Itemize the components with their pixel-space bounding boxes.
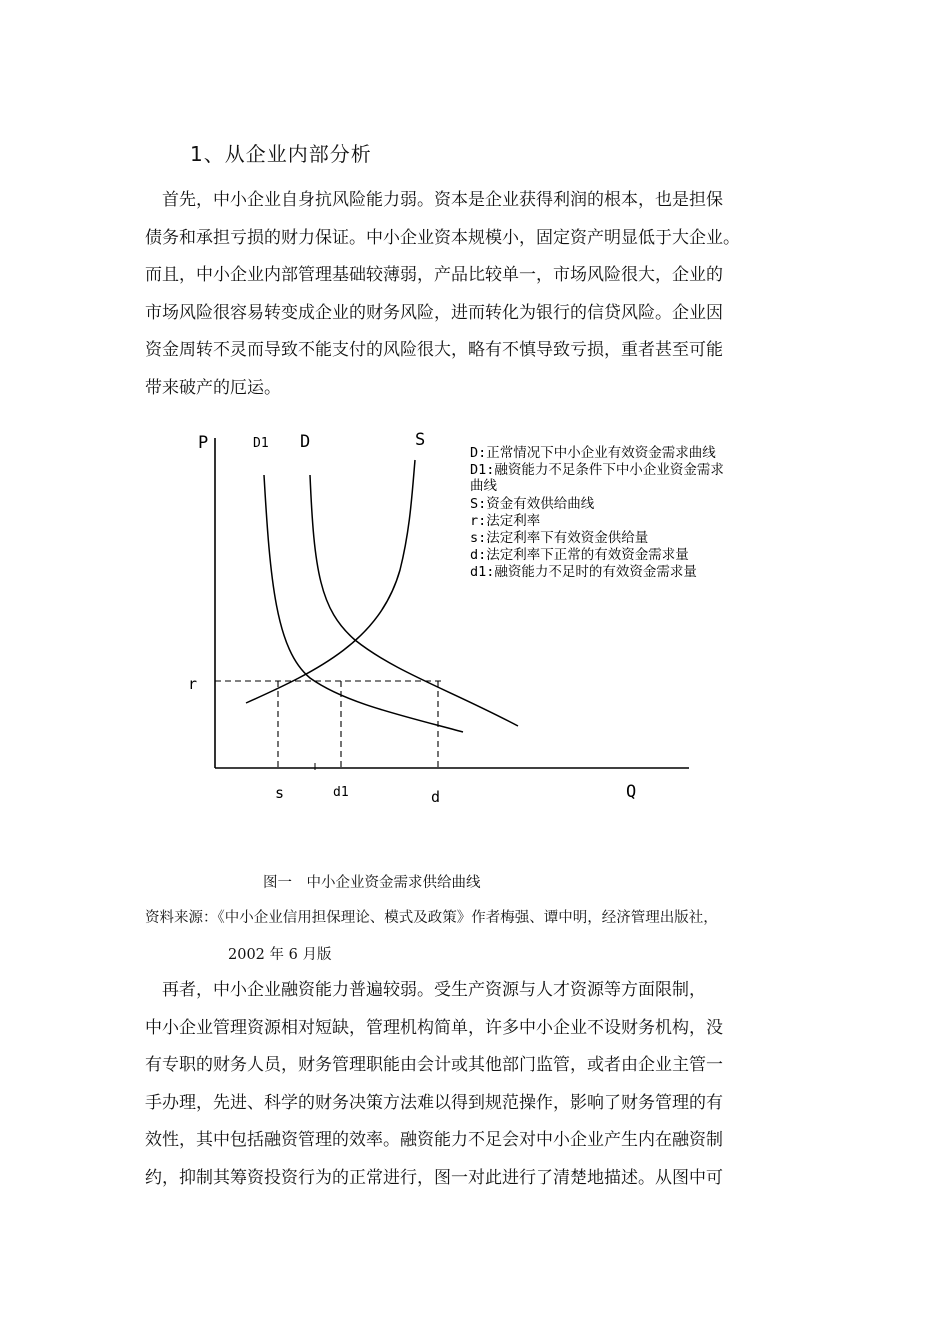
figure-source-date: 2002 年 6 月版	[228, 947, 332, 963]
legend-entry: d:法定利率下正常的有效资金需求量	[470, 547, 689, 563]
legend-entry: D:正常情况下中小企业有效资金需求曲线	[470, 445, 716, 461]
y-axis-label: P	[198, 433, 209, 453]
rate-label: r	[188, 675, 198, 693]
curve-d1	[264, 475, 463, 732]
curve-d-label: D	[300, 432, 311, 452]
text-line: 带来破产的厄运。	[145, 377, 281, 398]
text-line: 市场风险很容易转变成企业的财务风险，进而转化为银行的信贷风险。企业因	[145, 302, 723, 323]
text-line: 债务和承担亏损的财力保证。中小企业资本规模小，固定资产明显低于大企业。	[145, 227, 740, 248]
text-line: 首先，中小企业自身抗风险能力弱。资本是企业获得利润的根本，也是担保	[145, 190, 723, 210]
supply-demand-figure	[180, 420, 800, 820]
tick-label-d1: d1	[333, 785, 349, 800]
legend-entry: r:法定利率	[470, 513, 541, 529]
text-line: 而且，中小企业内部管理基础较薄弱，产品比较单一，市场风险很大，企业的	[145, 265, 723, 286]
tick-label-d: d	[431, 788, 441, 806]
legend-entry: S:资金有效供给曲线	[470, 496, 595, 512]
legend-entry: s:法定利率下有效资金供给量	[470, 530, 649, 546]
curve-d1-label: D1	[253, 436, 269, 451]
curve-s	[246, 460, 415, 703]
tick-label-s: s	[275, 784, 285, 802]
text-line: 有专职的财务人员，财务管理职能由会计或其他部门监管，或者由企业主管一	[145, 1055, 723, 1076]
legend-entry: d1:融资能力不足时的有效资金需求量	[470, 564, 697, 580]
section-heading: 1、从企业内部分析	[190, 142, 372, 166]
legend-entry: 曲线	[470, 478, 497, 494]
text-line: 约，抑制其筹资投资行为的正常进行，图一对此进行了清楚地描述。从图中可	[145, 1167, 723, 1188]
figure-source: 资料来源：《中小企业信用担保理论、模式及政策》作者梅强、谭中明，经济管理出版社，	[145, 910, 718, 926]
text-line: 资金周转不灵而导致不能支付的风险很大，略有不慎导致亏损，重者甚至可能	[145, 340, 723, 361]
curve-s-label: S	[415, 430, 426, 450]
text-line: 中小企业管理资源相对短缺，管理机构简单，许多中小企业不设财务机构，没	[145, 1017, 723, 1038]
text-line: 效性，其中包括融资管理的效率。融资能力不足会对中小企业产生内在融资制	[145, 1130, 723, 1151]
legend-entry: D1:融资能力不足条件下中小企业资金需求	[470, 462, 724, 478]
text-line: 手办理，先进、科学的财务决策方法难以得到规范操作，影响了财务管理的有	[145, 1092, 723, 1113]
legend	[470, 444, 724, 580]
text-line: 再者，中小企业融资能力普遍较弱。受生产资源与人才资源等方面限制，	[145, 980, 706, 1000]
x-axis-label: Q	[626, 782, 637, 802]
paragraph-risk	[145, 182, 805, 408]
figure-caption: 图一 中小企业资金需求供给曲线	[263, 875, 481, 891]
paragraph-financing	[145, 972, 805, 1198]
